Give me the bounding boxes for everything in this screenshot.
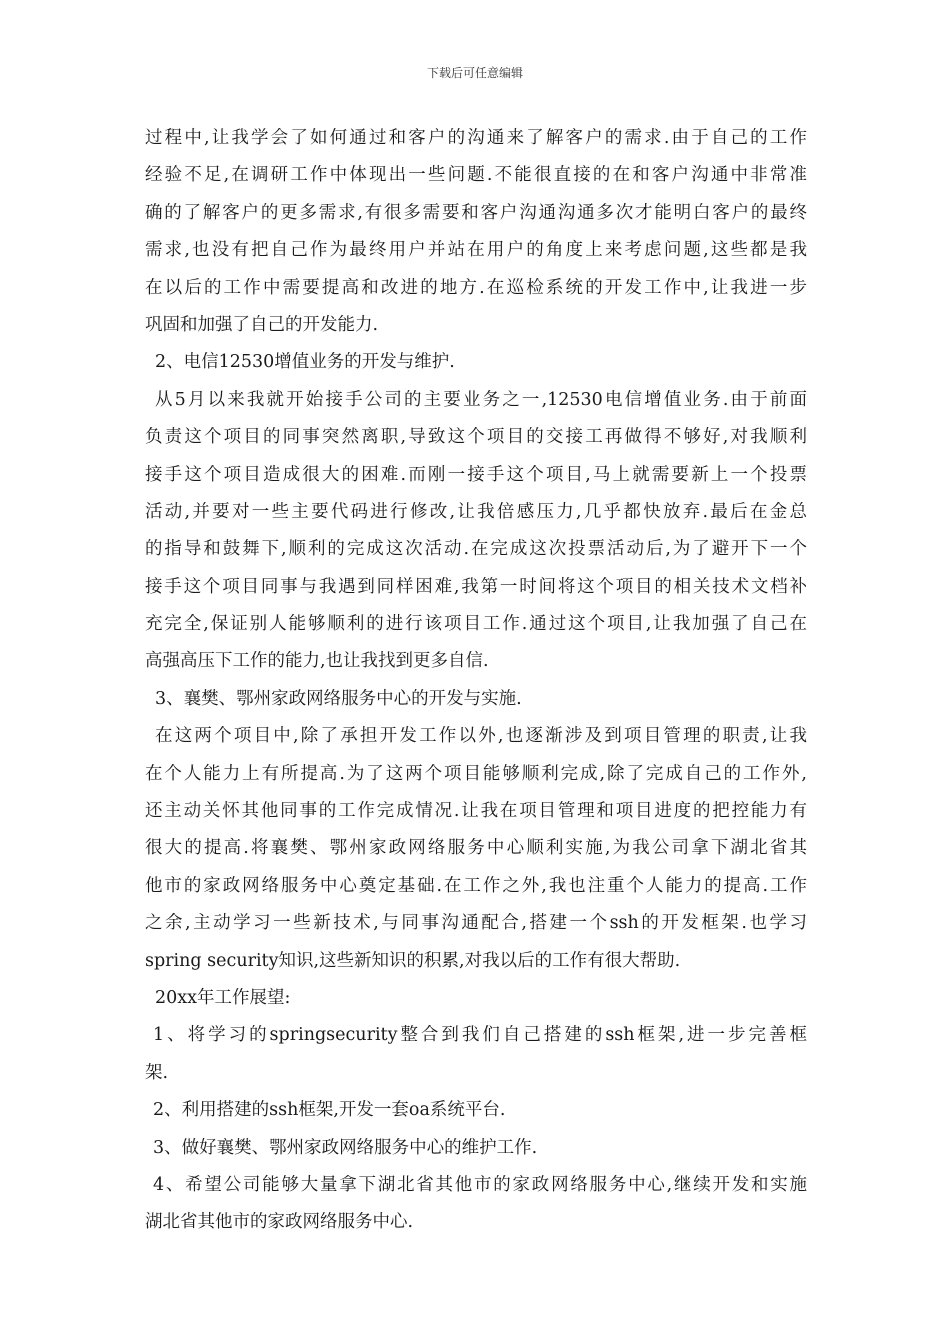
section-heading: 3、襄樊、鄂州家政网络服务中心的开发与实施. [155,688,522,709]
list-item: 3、做好襄樊、鄂州家政网络服务中心的维护工作. [153,1137,538,1158]
text-line: 在以后的工作中需要提高和改进的地方.在巡检系统的开发工作中,让我进一步 [145,277,807,298]
list-item: 4、希望公司能够大量拿下湖北省其他市的家政网络服务中心,继续开发和实施 [153,1174,807,1195]
text-line: 在这两个项目中,除了承担开发工作以外,也逐渐涉及到项目管理的职责,让我 [155,726,807,747]
text-line: 之余,主动学习一些新技术,与同事沟通配合,搭建一个ssh的开发框架.也学习 [145,913,807,934]
document-body [145,120,807,1242]
text-line: 他市的家政网络服务中心奠定基础.在工作之外,我也注重个人能力的提高.工作 [145,875,807,896]
text-line: 负责这个项目的同事突然离职,导致这个项目的交接工再做得不够好,对我顺利 [145,427,807,448]
text-line: 接手这个项目同事与我遇到同样困难,我第一时间将这个项目的相关技术文档补 [145,576,807,597]
text-line: spring security知识,这些新知识的积累,对我以后的工作有很大帮助. [145,950,681,971]
text-line: 还主动关怀其他同事的工作完成情况.让我在项目管理和项目进度的把控能力有 [145,801,807,822]
text-line: 确的了解客户的更多需求,有很多需要和客户沟通沟通多次才能明白客户的最终 [145,202,807,223]
text-line: 经验不足,在调研工作中体现出一些问题.不能很直接的在和客户沟通中非常准 [145,165,807,186]
text-line: 需求,也没有把自己作为最终用户并站在用户的角度上来考虑问题,这些都是我 [145,240,807,261]
list-item: 2、利用搭建的ssh框架,开发一套oa系统平台. [153,1100,506,1121]
text-line: 的指导和鼓舞下,顺利的完成这次活动.在完成这次投票活动后,为了避开下一个 [145,539,807,560]
text-line: 从5月以来我就开始接手公司的主要业务之一,12530电信增值业务.由于前面 [155,389,807,410]
text-line: 活动,并要对一些主要代码进行修改,让我倍感压力,几乎都快放弃.最后在金总 [145,501,807,522]
section-heading: 20xx年工作展望: [155,987,291,1008]
text-line: 高强高压下工作的能力,也让我找到更多自信. [145,651,489,672]
page-header: 下载后可任意编辑 [426,66,523,80]
text-line: 在个人能力上有所提高.为了这两个项目能够顺利完成,除了完成自己的工作外, [145,763,807,784]
text-line: 很大的提高.将襄樊、鄂州家政网络服务中心顺利实施,为我公司拿下湖北省其 [145,838,807,859]
section-heading: 2、电信12530增值业务的开发与维护. [155,352,455,373]
text-line: 接手这个项目造成很大的困难.而刚一接手这个项目,马上就需要新上一个投票 [145,464,807,485]
text-line: 充完全,保证别人能够顺利的进行该项目工作.通过这个项目,让我加强了自己在 [145,614,807,635]
text-line: 过程中,让我学会了如何通过和客户的沟通来了解客户的需求.由于自己的工作 [145,128,807,148]
text-line: 湖北省其他市的家政网络服务中心. [145,1212,414,1233]
list-item: 1、将学习的springsecurity整合到我们自己搭建的ssh框架,进一步完善框 [153,1025,807,1046]
text-line: 巩固和加强了自己的开发能力. [145,314,379,335]
text-line: 架. [145,1062,169,1083]
